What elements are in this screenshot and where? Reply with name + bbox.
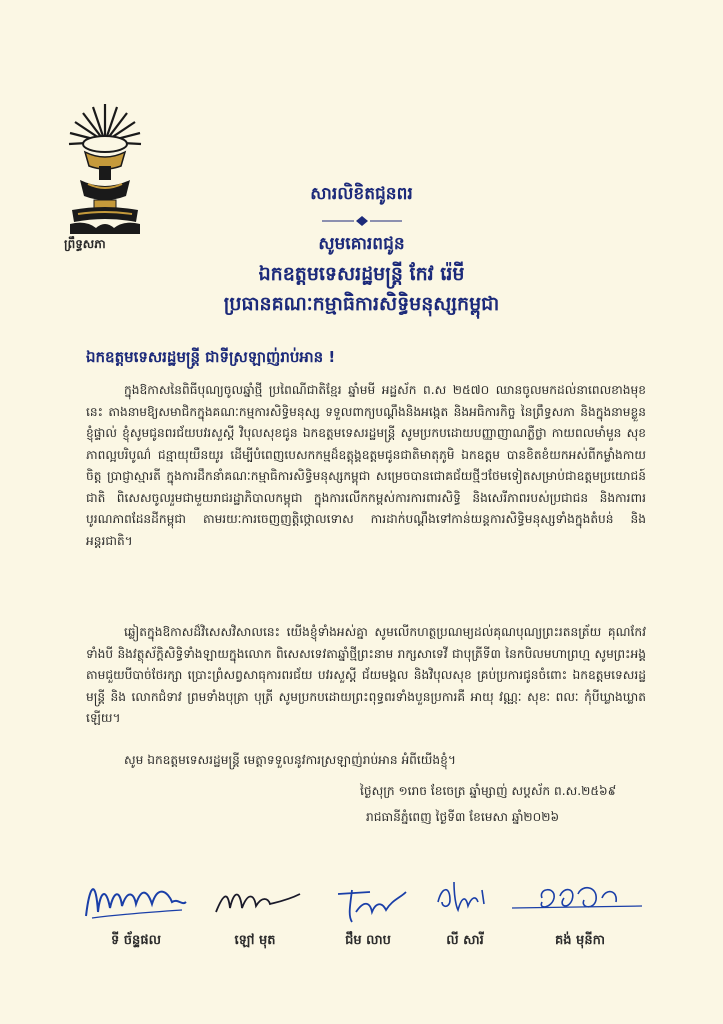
signature-4 bbox=[432, 872, 502, 932]
signature-5 bbox=[508, 872, 646, 932]
letter-title: សារលិខិតជូនពរ bbox=[310, 184, 413, 204]
emblem-label: ព្រឹទ្ធសភា bbox=[64, 237, 106, 251]
senate-emblem-icon bbox=[66, 100, 144, 240]
paragraph-1: ក្នុងឱកាសនៃពិធីបុណ្យចូលឆ្នាំថ្មី ប្រពៃណីជាតិខ្មែរ ឆ្នាំមមី អដ្ឋស័ក ព.ស ២៥៧០ ឈានចូលមកដល់នាពេលខាងមុខនេះ តាងនាមឱ្យសមាជិកក្នុងគណៈកម្មការសិទ្ធិមនុស្ស ទទួលពាក្យបណ្ដឹងនិងអង្កេត និងអធិការកិច្ច នៃព្រឹទ្ធសភា និងក្នុងនាមខ្លួនខ្ញុំផ្ទាល់ ខ្ញុំសូមជូនពរជ័យបវរសួស្តី វិបុលសុខជូន ឯកឧត្តមទេសរដ្ឋមន្ត្រី សូមប្រកបដោយបញ្ញាញាណភ្លឺថ្លា កាយពលមាំមួន សុខភាពល្អបរិបូណ៌ ជន្មាយុយឺនយូរ ដើម្បីបំពេញបេសកកម្មដ៏ឧត្តុង្គឧត្តមជូនជាតិមាតុភូមិ ឯកឧត្តម បានខិតខំយកអស់ពីកម្លាំងកាយចិត្ត ប្រាជ្ញាស្មារតី ក្នុងការដឹកនាំគណៈកម្មាធិការសិទ្ធិមនុស្សកម្ពុជា សម្រេចបានជោគជ័យថ្មីៗថែមទៀតសម្រាប់ជាឧត្តមប្រយោជន៍ជាតិ ពិសេសចូលរួមជាមួយរាជរដ្ឋាភិបាលកម្ពុជា ក្នុងការលើកកម្ពស់ការការពារសិទ្ធិ និងសេរីភាពរបស់ប្រជាជន និងការពារបូរណភាពដែនដីកម្ពុជា តាមរយៈការចេញញត្តិថ្កោលទោស ការដាក់បណ្ដឹងទៅកាន់យន្តការសិទ្ធិមនុស្សទាំងក្នុងតំបន់ និងអន្តរជាតិ។ bbox=[86, 383, 646, 548]
signature-3 bbox=[330, 872, 410, 932]
signatory-name: ទី ច័ន្ទផល bbox=[111, 933, 161, 948]
closing-line: សូម ឯកឧត្តមទេសរដ្ឋមន្ត្រី មេត្តាទទួលនូវការស្រឡាញ់រាប់អាន អំពីយើងខ្ញុំ។ bbox=[124, 753, 456, 767]
signature-2 bbox=[208, 872, 304, 932]
signature-1 bbox=[82, 872, 190, 932]
date-solar: រាជធានីភ្នំពេញ ថ្ងៃទី៣ ខែមេសា ឆ្នាំ២០២៦ bbox=[366, 810, 560, 824]
addressee-greeting: សូមគោរពជូន bbox=[318, 234, 405, 254]
paragraph-2: ឆ្លៀតក្នុងឱកាសដ៏វិសេសវិសាលនេះ យើងខ្ញុំទាំងអស់គ្នា សូមលើកហត្ថប្រណម្យដល់គុណបុណ្យព្រះរតនត្រ័យ គុណកែវទាំងបី និងវត្ថុស័ក្តិសិទ្ធិទាំងឡាយក្នុងលោក ពិសេសទេវតាឆ្នាំថ្មីព្រះនាម រាក្សសាទេវី ជាបុត្រីទី៣ នៃកបិលមហាព្រហ្ម សូមព្រះអង្គតាមជួយបីបាច់ថែរក្សា ប្រោះព្រំសព្វសាធុការពរជ័យ បវរសួស្តី ជ័យមង្គល និងវិបុលសុខ គ្រប់ប្រការជូនចំពោះ ឯកឧត្តមទេសរដ្ឋមន្ត្រី និង លោកជំទាវ ព្រមទាំងបុត្រា បុត្រី សូមប្រកបដោយព្រះពុទ្ធពរទាំងបួនប្រការគឺ អាយុ វណ្ណៈ សុខៈ ពលៈ កុំបីឃ្លាងឃ្លាតឡើយ។ bbox=[86, 625, 646, 725]
signatory-name: ឡៅ មុត bbox=[234, 933, 276, 948]
signatory-name: លី សារី bbox=[446, 933, 484, 948]
date-lunar: ថ្ងៃសុក្រ ១រោច ខែចេត្រ ឆ្នាំម្សាញ់ សប្តស័ក ព.ស.២៥៦៩ bbox=[360, 784, 617, 798]
addressee-name: ឯកឧត្តមទេសរដ្ឋមន្ត្រី កែវ រ៉េមី bbox=[258, 263, 465, 285]
signatory-name: គង់ មុនីកា bbox=[555, 933, 605, 948]
addressee-position: ប្រធានគណៈកម្មាធិការសិទ្ធិមនុស្សកម្ពុជា bbox=[223, 293, 500, 315]
signatory-name: ជឹម លាប bbox=[345, 933, 391, 948]
title-divider bbox=[322, 212, 402, 224]
salutation: ឯកឧត្តមទេសរដ្ឋមន្ត្រី ជាទីស្រឡាញ់រាប់អាន ! bbox=[86, 348, 336, 366]
